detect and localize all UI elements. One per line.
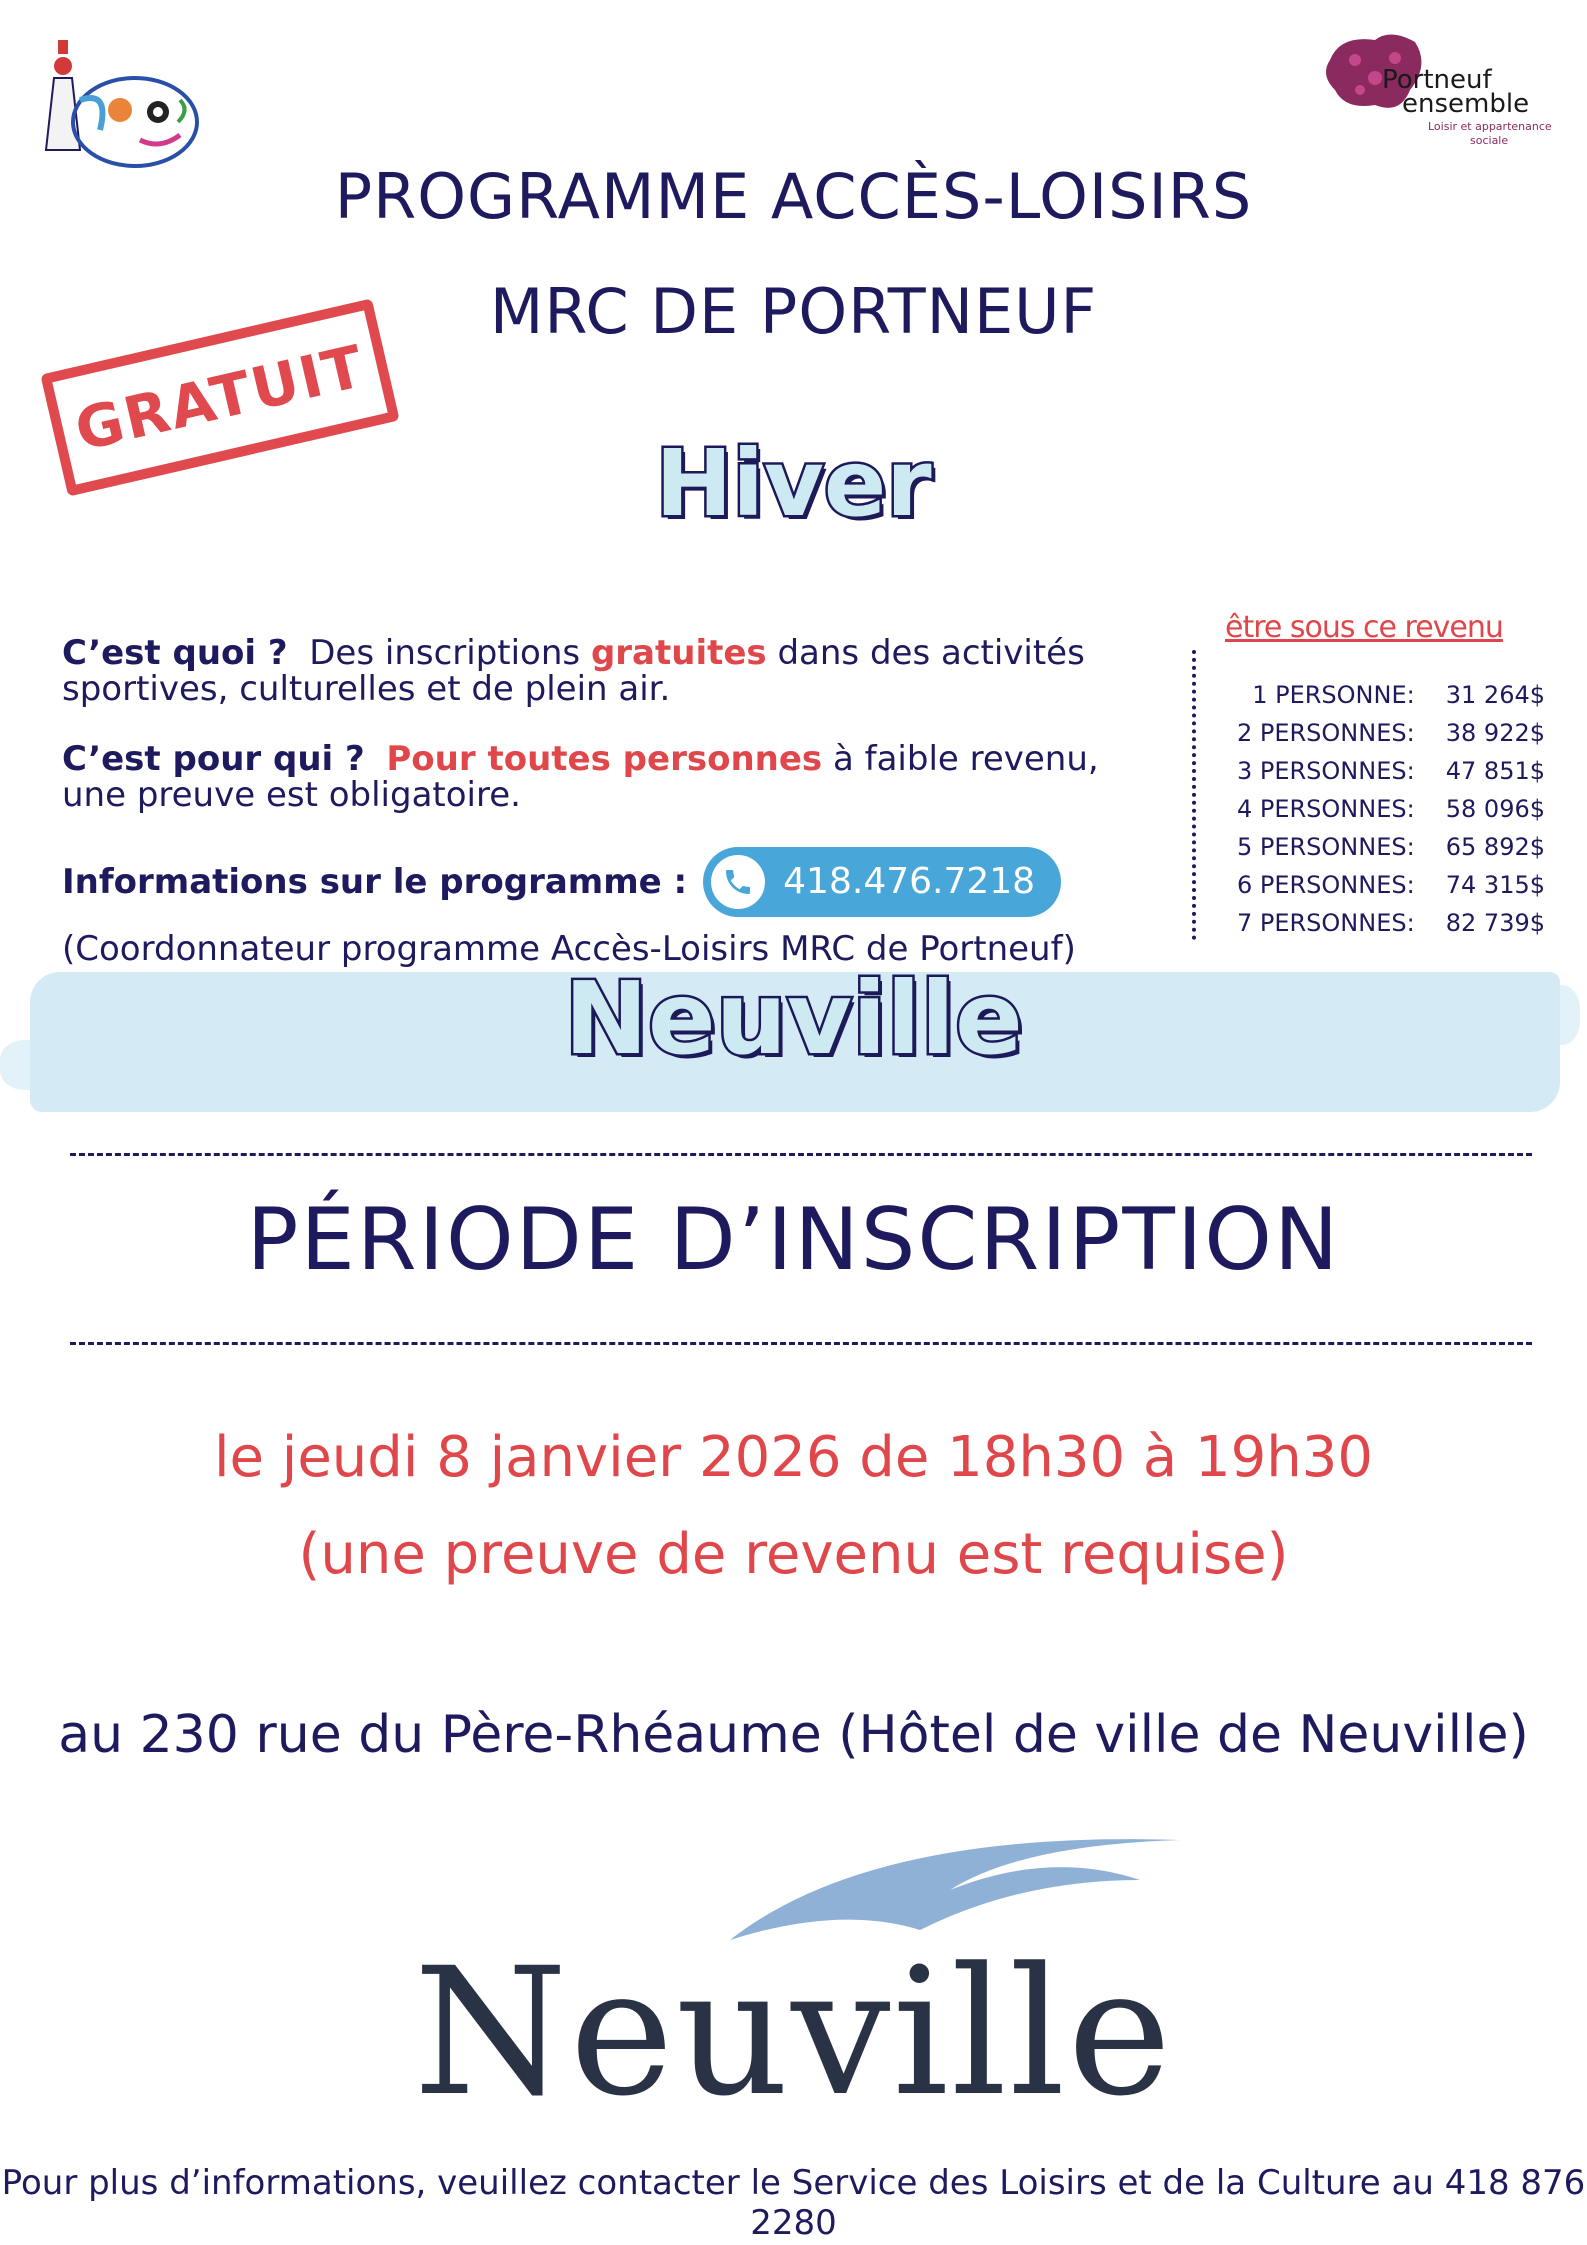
- income-heading: être sous ce revenu: [1225, 610, 1503, 645]
- info-who-label: C’est pour qui ?: [62, 739, 365, 779]
- phone-button[interactable]: [703, 847, 1061, 917]
- svg-text:Loisir et appartenance: Loisir et appartenance: [1428, 120, 1552, 133]
- season-title: Hiver: [655, 430, 932, 537]
- neuville-logo-wordmark: Neuville: [413, 1930, 1174, 2135]
- program-title-line1: PROGRAMME ACCÈS-LOISIRS: [334, 160, 1253, 233]
- income-row: [1215, 752, 1545, 790]
- info-who-text: à faible revenu, une preuve est obligatoire.: [62, 739, 1099, 815]
- income-row: [1215, 866, 1545, 904]
- registration-address: au 230 rue du Père-Rhéaume (Hôtel de ville de Neuville): [58, 1705, 1529, 1765]
- info-what: [62, 635, 1172, 707]
- svg-text:sociale: sociale: [1470, 134, 1509, 147]
- income-row: [1215, 676, 1545, 714]
- info-who: [62, 741, 1172, 813]
- income-row-label: 4 PERSONNES:: [1236, 795, 1415, 823]
- coordinator-note: (Coordonnateur programme Accès-Loisirs MRC de Portneuf): [62, 929, 1076, 969]
- program-info: [62, 635, 1172, 967]
- phone-number: 418.476.7218: [783, 861, 1036, 902]
- income-row-value: 38 922$: [1445, 719, 1545, 747]
- acces-loisirs-logo: [40, 30, 210, 180]
- income-row-value: 47 851$: [1445, 757, 1545, 785]
- income-row-value: 58 096$: [1445, 795, 1545, 823]
- income-row-label: 6 PERSONNES:: [1236, 871, 1415, 899]
- income-row-label: 7 PERSONNES:: [1236, 909, 1415, 937]
- dotted-divider: [1192, 650, 1196, 940]
- income-row-label: 3 PERSONNES:: [1236, 757, 1415, 785]
- svg-text:Portneuf: Portneuf: [1382, 65, 1492, 95]
- footer-contact: Pour plus d’informations, veuillez contacter le Service des Loisirs et de la Culture au 418 876 2280: [1, 2163, 1586, 2243]
- phone-icon: [711, 855, 765, 909]
- income-row-label: 1 PERSONNE:: [1252, 681, 1415, 709]
- info-what-text-b: dans des activités sportives, culturelles et de plein air.: [62, 633, 1085, 709]
- income-row-value: 65 892$: [1445, 833, 1545, 861]
- income-table: [1215, 676, 1545, 942]
- income-row-value: 74 315$: [1445, 871, 1545, 899]
- info-who-highlight: Pour toutes personnes: [386, 739, 823, 779]
- income-row-value: 82 739$: [1445, 909, 1545, 937]
- town-banner-title: Neuville: [564, 960, 1023, 1077]
- neuville-swoosh-icon: [720, 1810, 1190, 1950]
- svg-text:ensemble: ensemble: [1402, 89, 1530, 119]
- income-row-label: 5 PERSONNES:: [1236, 833, 1415, 861]
- income-row: [1215, 904, 1545, 942]
- info-what-highlight: gratuites: [590, 633, 767, 673]
- free-stamp-text: GRATUIT: [68, 331, 372, 464]
- info-what-text-a: Des inscriptions: [309, 633, 581, 673]
- proof-requirement: (une preuve de revenu est requise): [298, 1522, 1289, 1587]
- dashed-divider: [70, 1153, 1532, 1156]
- info-contact: [62, 847, 1172, 917]
- income-row-label: 2 PERSONNES:: [1236, 719, 1415, 747]
- income-row: [1215, 714, 1545, 752]
- registration-period-title: PÉRIODE D’INSCRIPTION: [246, 1190, 1341, 1290]
- income-row-value: 31 264$: [1445, 681, 1545, 709]
- registration-date: le jeudi 8 janvier 2026 de 18h30 à 19h30: [213, 1425, 1374, 1490]
- income-row: [1215, 828, 1545, 866]
- dashed-divider: [70, 1342, 1532, 1345]
- info-contact-label: Informations sur le programme :: [62, 862, 688, 902]
- program-title-line2: MRC DE PORTNEUF: [489, 275, 1098, 348]
- info-what-label: C’est quoi ?: [62, 633, 288, 673]
- portneuf-ensemble-logo: [1320, 30, 1560, 150]
- income-row: [1215, 790, 1545, 828]
